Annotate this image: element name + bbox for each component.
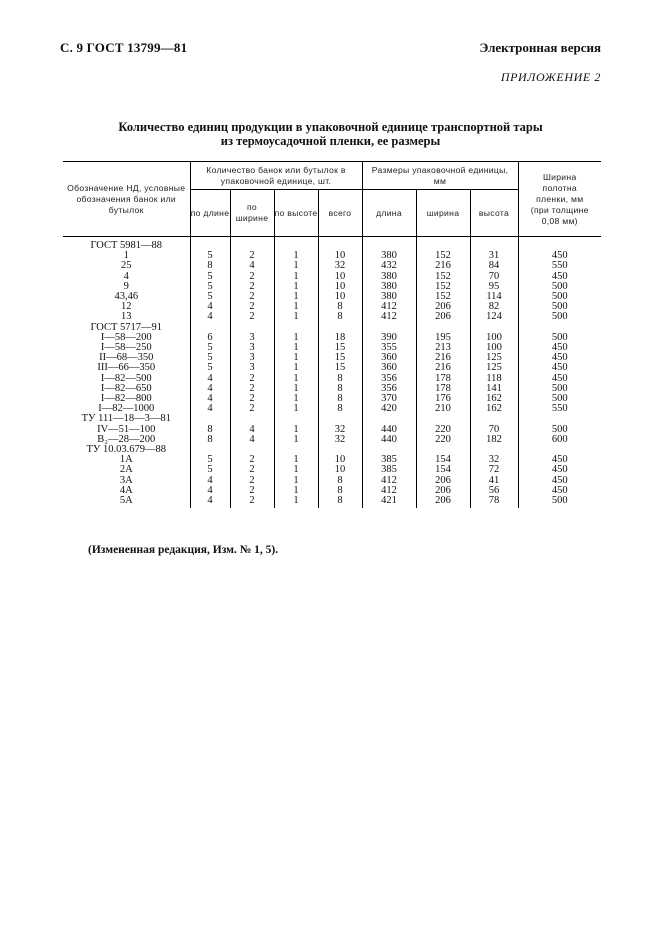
table-cell: 216 [416,363,470,373]
cell-designation: I—82—650 [100,382,152,394]
table-cell: 450 [518,476,601,486]
table-cell: 450 [518,353,601,363]
table-row [63,282,601,292]
table-cell: 124 [470,312,518,322]
table-cell [190,237,230,252]
table-cell: 8 [190,425,230,435]
table-row [63,496,601,508]
table-cell: 356 [362,384,416,394]
table-cell: 206 [416,486,470,496]
table-cell: 1 [274,384,318,394]
table-cell: 213 [416,343,470,353]
table-cell: 4 [190,302,230,312]
table-cell: 500 [518,496,601,508]
table-cell: 210 [416,404,470,414]
table-cell: 2 [230,302,274,312]
column-header-by-length: по длине [190,190,230,237]
column-group-quantity: Количество банок или бутылок в упаковочной единице, шт. [190,162,362,190]
cell-designation: I—82—1000 [98,403,155,415]
table-cell: 385 [362,465,416,475]
table-cell: 3 [230,353,274,363]
table-cell: 5 [190,282,230,292]
table-cell: 432 [362,261,416,271]
table-cell [416,237,470,252]
table-cell: 4 [190,404,230,414]
table-cell: 15 [318,343,362,353]
table-cell: 450 [518,272,601,282]
column-group-sizes: Размеры упаковочной единицы, мм [362,162,518,190]
cell-designation: 43,46 [114,291,139,303]
table-cell: 32 [318,261,362,271]
table-cell: 8 [318,394,362,404]
table-cell: 420 [362,404,416,414]
table-cell: 8 [318,384,362,394]
table-row [63,272,601,282]
table-row [63,486,601,496]
table-cell: 6 [190,333,230,343]
table-cell: 500 [518,302,601,312]
appendix-label: ПРИЛОЖЕНИЕ 2 [500,70,601,84]
table-cell: 1 [274,465,318,475]
table-cell: 1 [274,302,318,312]
table-cell [470,237,518,252]
table-cell: 1 [274,261,318,271]
cell-designation: 2А [119,464,133,476]
column-header-total: всего [318,190,362,237]
table-cell: 4 [190,486,230,496]
table-cell: 1 [274,486,318,496]
table-cell: 220 [416,435,470,445]
table-cell: 8 [190,435,230,445]
table-cell: 1 [274,333,318,343]
cell-designation: I—82—500 [100,372,152,384]
column-header-by-height: по высоте [274,190,318,237]
table-cell: 4 [190,496,230,508]
table-cell [362,237,416,252]
table-cell: 5 [190,353,230,363]
table-cell: 2 [230,476,274,486]
column-header-width: ширина [416,190,470,237]
table-cell: 5 [190,251,230,261]
cell-designation: 12 [121,301,132,313]
table-cell: 2 [230,292,274,302]
table-cell: 220 [416,425,470,435]
table-cell: 1 [274,282,318,292]
table-cell: 162 [470,394,518,404]
table-title [60,120,601,148]
cell-designation: 9 [123,280,129,292]
table-cell: 2 [230,272,274,282]
table-cell: 10 [318,251,362,261]
cell-designation: 3А [119,474,133,486]
cell-designation: II—68—350 [99,352,154,364]
table-cell: 206 [416,302,470,312]
table-row [63,292,601,302]
column-header-height: высота [470,190,518,237]
table-cell: 450 [518,455,601,465]
table-cell: 2 [230,394,274,404]
table-cell: 1 [274,404,318,414]
table-cell: 5 [190,363,230,373]
table-cell: 8 [190,261,230,271]
table-cell: 118 [470,374,518,384]
table-cell: 2 [230,465,274,475]
column-header-by-width: по ширине [230,190,274,237]
table-cell: 450 [518,465,601,475]
table-cell: 2 [230,486,274,496]
table-cell: 10 [318,455,362,465]
amendment-note: (Измененная редакция, Изм. № 1, 5). [88,544,279,556]
table-cell: 500 [518,425,601,435]
table-cell: 32 [318,425,362,435]
table-cell: 70 [470,272,518,282]
table-cell: 2 [230,312,274,322]
table-cell: 206 [416,312,470,322]
table-cell: 8 [318,374,362,384]
table-cell: 1 [274,496,318,508]
table-cell: 4 [230,435,274,445]
table-cell: 500 [518,384,601,394]
table-cell: 1 [274,374,318,384]
table-cell: 152 [416,251,470,261]
table-cell: 3 [230,333,274,343]
cell-designation: 4А [119,484,133,496]
table-cell: 5 [190,292,230,302]
table-cell: 4 [230,261,274,271]
table-cell: 4 [190,384,230,394]
table-cell: 178 [416,384,470,394]
table-cell: 421 [362,496,416,508]
table-cell: 31 [470,251,518,261]
cell-designation: ГОСТ 5981—88 [90,240,163,251]
table-cell: 355 [362,343,416,353]
cell-designation: B₂—28—200 [97,433,156,445]
cell-designation: ГОСТ 5717—91 [90,321,163,333]
table-cell: 1 [274,435,318,445]
table-cell: 2 [230,384,274,394]
table-cell: 125 [470,353,518,363]
table-cell: 390 [362,333,416,343]
cell-designation: 4 [123,270,129,282]
table-cell: 440 [362,425,416,435]
table-cell: 10 [318,272,362,282]
cell-designation: IV—51—100 [97,423,156,435]
table-cell: 206 [416,496,470,508]
table-cell: 500 [518,282,601,292]
page-header-left: С. 9 ГОСТ 13799—81 [60,40,188,55]
table-cell: 380 [362,282,416,292]
table-cell: 450 [518,343,601,353]
table-cell: 56 [470,486,518,496]
table-cell: 125 [470,363,518,373]
table-cell: 5 [190,455,230,465]
table-cell: 162 [470,404,518,414]
table-cell [274,237,318,252]
page-header-right: Электронная версия [479,40,601,55]
table-cell: 356 [362,374,416,384]
table-cell: 84 [470,261,518,271]
table-cell: 182 [470,435,518,445]
table-cell: 385 [362,455,416,465]
table-cell: 450 [518,251,601,261]
table-cell: 18 [318,333,362,343]
table-cell: 152 [416,272,470,282]
table-cell: 1 [274,363,318,373]
cell-designation: I—82—800 [100,393,152,405]
table-cell: 176 [416,394,470,404]
table-cell [518,237,601,252]
table-row [63,251,601,261]
table-cell: 100 [470,333,518,343]
table-cell: 216 [416,353,470,363]
table-cell: 500 [518,333,601,343]
table-title-line-1: Количество единиц продукции в упаковочной единице транспортной тары [118,120,543,134]
table-cell: 1 [274,292,318,302]
table-row [63,455,601,465]
table-cell: 5 [190,343,230,353]
table-cell: 100 [470,343,518,353]
table-row [63,445,601,455]
table-cell: 1 [274,476,318,486]
cell-designation: 25 [121,260,132,272]
table-cell: 440 [362,435,416,445]
table-cell: 2 [230,496,274,508]
table-cell: 3 [230,343,274,353]
table-cell: 154 [416,455,470,465]
table-cell: 8 [318,312,362,322]
table-cell: 152 [416,282,470,292]
table-cell: 360 [362,363,416,373]
table-cell: 500 [518,394,601,404]
table-cell: 2 [230,455,274,465]
table-cell: 5 [190,272,230,282]
table-cell: 450 [518,486,601,496]
table-cell: 15 [318,353,362,363]
table-cell: 1 [274,272,318,282]
cell-designation: ТУ 111—18—3—81 [81,413,171,425]
table-cell: 380 [362,251,416,261]
table-cell: 95 [470,282,518,292]
table-cell [230,237,274,252]
cell-designation: 1 [123,250,129,262]
table-cell: 1 [274,353,318,363]
table-title-line-2: из термоусадочной пленки, ее размеры [220,134,441,148]
table-cell: 600 [518,435,601,445]
table-cell: 8 [318,476,362,486]
table-cell: 450 [518,374,601,384]
table-cell: 70 [470,425,518,435]
table-body [63,237,601,509]
table-cell: 32 [470,455,518,465]
table-cell: 1 [274,425,318,435]
table-row [63,302,601,312]
table-cell [318,237,362,252]
column-header-film-width: Ширина полотна пленки, мм (при толщине 0,08 мм) [518,162,601,237]
table-cell: 15 [318,363,362,373]
table-cell: 360 [362,353,416,363]
table-cell: 2 [230,282,274,292]
table-cell: 3 [230,363,274,373]
table-cell: 1 [274,394,318,404]
column-header-length: длина [362,190,416,237]
table-cell: 380 [362,272,416,282]
table-cell: 195 [416,333,470,343]
cell-designation: ТУ 10.03.679—88 [86,444,166,456]
table-cell: 178 [416,374,470,384]
table-cell: 72 [470,465,518,475]
table-cell: 1 [274,312,318,322]
cell-designation: 5А [119,495,133,507]
table-cell: 10 [318,465,362,475]
table-cell: 412 [362,302,416,312]
table-cell: 412 [362,486,416,496]
table-cell: 412 [362,476,416,486]
table-cell: 8 [318,404,362,414]
column-header-designation: Обозначение НД, условные обозначения банок или бутылок [63,162,190,237]
table-cell: 82 [470,302,518,312]
table-cell: 500 [518,312,601,322]
table-cell: 2 [230,251,274,261]
table-cell: 1 [274,251,318,261]
cell-designation: I—58—250 [100,342,152,354]
table-cell: 4 [190,476,230,486]
table-cell: 216 [416,261,470,271]
table-cell: 114 [470,292,518,302]
table-cell: 8 [318,302,362,312]
table-cell: 8 [318,486,362,496]
table-cell: 206 [416,476,470,486]
table-cell: 1 [274,455,318,465]
table-cell: 2 [230,374,274,384]
table-cell: 32 [318,435,362,445]
table-row [63,465,601,475]
table-cell: 2 [230,404,274,414]
table-cell: 10 [318,292,362,302]
table-cell: 550 [518,404,601,414]
cell-designation: 1А [119,454,133,466]
table-cell: 380 [362,292,416,302]
table-cell: 550 [518,261,601,271]
table-row [63,237,601,252]
table-cell: 4 [190,394,230,404]
table-cell: 152 [416,292,470,302]
table-cell: 1 [274,343,318,353]
table-cell: 8 [318,496,362,508]
table-cell: 141 [470,384,518,394]
table-cell: 370 [362,394,416,404]
table-row [63,261,601,271]
table-cell: 78 [470,496,518,508]
data-table [63,161,601,508]
table-cell: 10 [318,282,362,292]
table-cell: 154 [416,465,470,475]
table-cell: 500 [518,292,601,302]
table-cell: 41 [470,476,518,486]
table-cell: 5 [190,465,230,475]
table-cell: 4 [190,374,230,384]
table-cell: 412 [362,312,416,322]
table-row [63,476,601,486]
table-cell: 4 [190,312,230,322]
table-cell: 450 [518,363,601,373]
cell-designation: 13 [121,311,132,323]
cell-designation: I—58—200 [100,331,152,343]
table-cell: 4 [230,425,274,435]
cell-designation: III—66—350 [97,362,156,374]
